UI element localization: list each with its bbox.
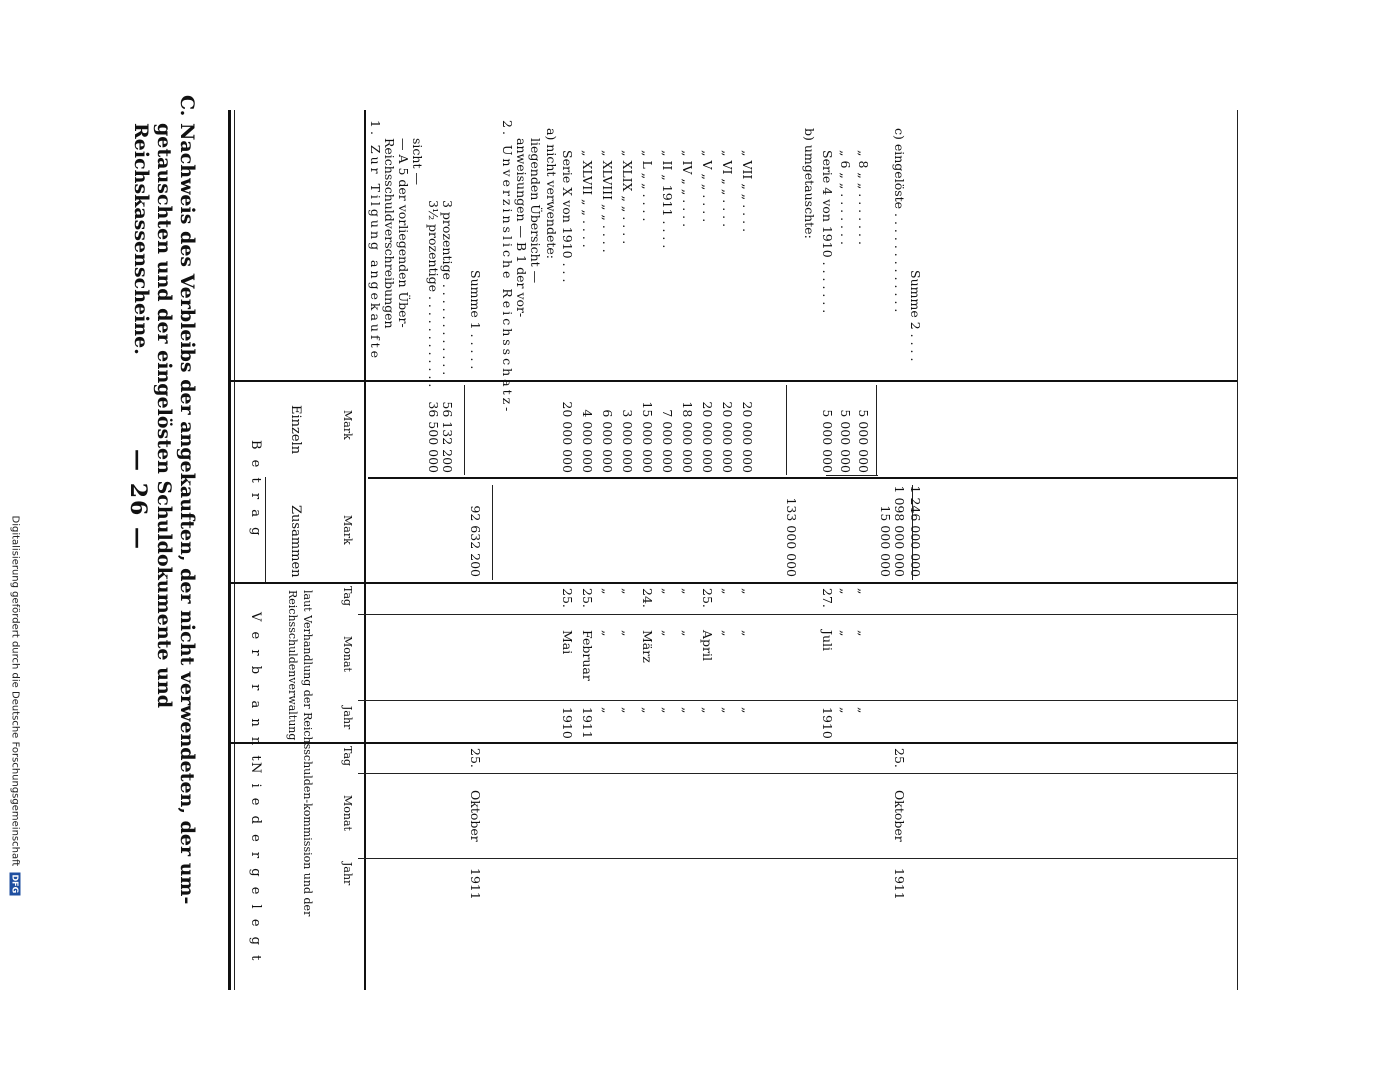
a-row-jahr: „: [660, 707, 675, 714]
a-row-monat: April: [700, 630, 715, 661]
a-row-tag: 25.: [560, 588, 575, 608]
header-tag2: Tag: [341, 746, 354, 767]
a-row-monat: „: [680, 630, 695, 637]
b-row-value: 5 000 000: [820, 409, 835, 473]
a-row-value: 20 000 000: [720, 401, 735, 473]
s2b-label: b) umgetauschte:: [802, 128, 817, 239]
a-row-value: 18 000 000: [680, 401, 695, 473]
a-row-monat: „: [600, 630, 615, 637]
col-sep-verbrannt: [228, 742, 1238, 744]
a-sum-rule: [786, 385, 787, 475]
a-row-value: 7 000 000: [660, 409, 675, 473]
a-row-jahr: „: [740, 707, 755, 714]
a-row-label: „ VII „ „ . . . .: [740, 150, 755, 233]
a-row-value: 20 000 000: [700, 401, 715, 473]
c-jahr: 1911: [892, 868, 907, 900]
a-row-monat: „: [660, 630, 675, 637]
a-row-value: 20 000 000: [560, 401, 575, 473]
b-row-label: Serie 4 von 1910 . . . . . . .: [820, 150, 835, 314]
sum1-monat: Oktober: [468, 790, 483, 842]
b-row-value: 5 000 000: [838, 409, 853, 473]
header-verbrannt-sub: laut Verhandlung der Reichsschulden-kommission und der Reichsschuldenverwaltung: [286, 590, 314, 917]
s1-label-line2: Reichsschuldverschreibungen: [382, 138, 397, 329]
s1-label-line3: — A 5 der vorliegenden Über-: [396, 138, 411, 328]
col-sep-tag: [358, 614, 1238, 615]
b-row-monat: „: [838, 630, 853, 637]
a-row-value: 3 000 000: [620, 409, 635, 473]
a-row-monat: „: [740, 630, 755, 637]
sum1-jahr: 1911: [468, 868, 483, 900]
s2-label-line3: liegenden Übersicht —: [528, 138, 543, 284]
header-mark-einzeln: Mark: [341, 410, 354, 440]
s1-row1-value: 36 500 000: [426, 401, 441, 473]
sum1-label: Summe 1 . . . . .: [468, 270, 483, 370]
b-row-jahr: „: [856, 707, 871, 714]
s1-row1-label: 3½ prozentige . . . . . . . . . . . .: [426, 200, 441, 388]
a-row-tag: 24.: [640, 588, 655, 608]
a-row-monat: „: [620, 630, 635, 637]
a-row-monat: März: [640, 630, 655, 663]
b-sum-rule: [876, 385, 877, 475]
s2-label-line1: 2. Unverzinsliche Reichsschatz-: [500, 120, 515, 415]
header-monat: Monat: [341, 636, 354, 672]
a-row-tag: 25.: [580, 588, 595, 608]
s2-label-line2: anweisungen — B 1 der vor-: [514, 138, 529, 318]
s1-row2-value: 56 132 200: [440, 401, 455, 473]
a-row-jahr: „: [600, 707, 615, 714]
b-row-tag: „: [838, 588, 853, 595]
col-sep-tag2: [358, 773, 1238, 774]
a-row-label: „ IV „ „ . . . .: [680, 150, 695, 228]
b-total-value: 15 000 000: [878, 505, 893, 577]
s1-sum-rule: [464, 385, 465, 475]
a-row-label: „ VI „ „ . . . .: [720, 150, 735, 228]
col-sep-monat2: [358, 858, 1238, 859]
b-row-tag: „: [856, 588, 871, 595]
sum1-tag: 25.: [468, 748, 483, 768]
b-row-monat: Juli: [820, 630, 835, 652]
b-row-value: 5 000 000: [856, 409, 871, 473]
b-row-label: „ 6 „ „ . . . . . . .: [838, 150, 853, 245]
a-row-value: 4 000 000: [580, 409, 595, 473]
sum1-rule: [492, 485, 493, 580]
sum2-value: 1 246 000 000: [908, 485, 923, 577]
header-verbrannt: V e r b r a n n t: [248, 612, 263, 764]
a-row-tag: „: [680, 588, 695, 595]
b-row-label: „ 8 „ „ . . . . . . .: [856, 150, 871, 245]
betrag-subrule: [265, 477, 266, 582]
a-row-jahr: „: [640, 707, 655, 714]
c-monat: Oktober: [892, 790, 907, 842]
c-value: 1 098 000 000: [892, 485, 907, 577]
a-row-tag: „: [600, 588, 615, 595]
c-tag: 25.: [892, 748, 907, 768]
credit-text: Digitalisierung gefördert durch die Deutsche Forschungsgemeinschaft: [9, 515, 21, 867]
a-row-jahr: „: [620, 707, 635, 714]
a-row-label: „ V „ „ . . . .: [700, 150, 715, 223]
a-row-label: „ XLVII „ „ . . . .: [580, 150, 595, 248]
header-monat2: Monat: [341, 795, 354, 831]
a-row-value: 20 000 000: [740, 401, 755, 473]
a-row-jahr: „: [680, 707, 695, 714]
a-row-label: „ L „ „ . . . .: [640, 150, 655, 222]
a-row-monat: Februar: [580, 630, 595, 681]
s1-label-line1: 1. Zur Tilgung angekaufte: [368, 120, 383, 362]
a-row-jahr: 1910: [560, 707, 575, 739]
a-row-jahr: „: [700, 707, 715, 714]
digitization-credit: [10, 516, 21, 1076]
header-betrag: B e t r a g: [248, 440, 263, 539]
b-row-jahr: 1910: [820, 707, 835, 739]
a-row-value: 6 000 000: [600, 409, 615, 473]
b-row-monat: „: [856, 630, 871, 637]
a-row-tag: „: [720, 588, 735, 595]
s1-label-line4: sicht —: [410, 138, 425, 185]
a-row-value: 15 000 000: [640, 401, 655, 473]
header-niedergelegt: N i e d e r g e l e g t: [248, 762, 263, 964]
dfg-logo: DFG: [10, 874, 20, 894]
s2c-label: c) eingelöste . . . . . . . . . . . . .: [892, 128, 907, 313]
b-bracket: [826, 475, 878, 476]
table-bottom-rule: [1237, 110, 1238, 990]
s1-row2-label: 3 prozentige . . . . . . . . . . . .: [440, 200, 455, 376]
a-row-label: Serie X von 1910 . . .: [560, 150, 575, 283]
a-row-tag: „: [660, 588, 675, 595]
a-row-tag: 25.: [700, 588, 715, 608]
table-top-rule-thin: [234, 110, 235, 990]
heading-line-2: getauschten und der eingelösten Schuldokumente und Reichskassenscheine.: [130, 123, 175, 709]
header-jahr: Jahr: [341, 706, 354, 730]
header-jahr2: Jahr: [341, 862, 354, 886]
a-row-jahr: „: [720, 707, 735, 714]
header-einzeln: Einzeln: [288, 405, 303, 455]
s2a-label: a) nicht verwendete:: [544, 128, 559, 260]
col-sep-monat: [358, 700, 1238, 701]
table-top-rule: [228, 110, 231, 990]
col-sep-einzeln: [368, 477, 1238, 479]
sum1-value: 92 632 200: [468, 505, 483, 577]
col-sep-label: [228, 380, 1238, 382]
a-row-tag: „: [740, 588, 755, 595]
a-row-tag: „: [620, 588, 635, 595]
a-row-monat: „: [720, 630, 735, 637]
sum2-label: Summe 2 . . . .: [908, 270, 923, 362]
a-row-label: „ XLIX „ „ . . . .: [620, 150, 635, 245]
page-number: — 26 —: [125, 449, 151, 551]
a-row-monat: Mai: [560, 630, 575, 655]
a-row-label: „ XLVIII „ „ . . . .: [600, 150, 615, 253]
heading-line-1: C. Nachweis des Verbleibs der angekauften, der nicht verwendeten, der um-: [176, 95, 198, 905]
b-row-tag: 27.: [820, 588, 835, 608]
header-mark-zusammen: Mark: [341, 515, 354, 545]
b-row-jahr: „: [838, 707, 853, 714]
header-tag: Tag: [341, 586, 354, 607]
col-sep-zusammen: [228, 582, 1238, 584]
header-zusammen: Zusammen: [288, 505, 303, 578]
a-row-jahr: 1911: [580, 707, 595, 739]
a-total-value: 133 000 000: [784, 497, 799, 577]
a-row-label: „ II „ 1911 . . . .: [660, 150, 675, 249]
